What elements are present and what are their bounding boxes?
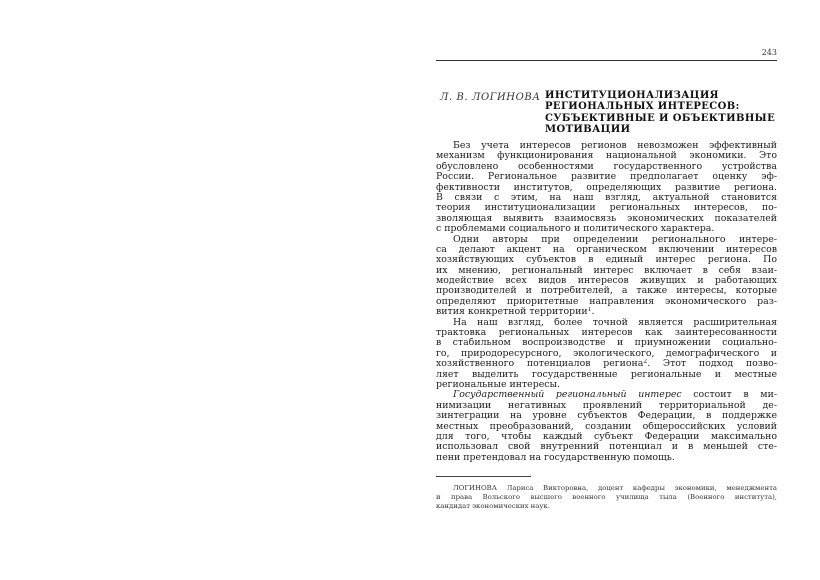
article-body xyxy=(436,141,777,463)
text-line: механизм функционирования национальной экономики. Это xyxy=(436,151,777,162)
footnote-ref[interactable]: 1 xyxy=(587,307,592,314)
text-line: производителей и потребителей, а также интересы, которые xyxy=(436,286,777,297)
footnote-rule xyxy=(436,476,531,477)
text-span: вития конкретной территории xyxy=(436,307,588,318)
text-line: Одни авторы при определении регионального интере- xyxy=(453,234,777,245)
text-line: са делают акцент на органическом включении интересов xyxy=(436,244,777,255)
text-line xyxy=(436,390,777,400)
article-title xyxy=(545,90,777,135)
text-line: фективности институтов, определяющих развитие региона. xyxy=(436,182,777,193)
footnote xyxy=(436,484,777,511)
title-line: СУБЪЕКТИВНЫЕ И ОБЪЕКТИВНЫЕ xyxy=(545,112,776,124)
article-author: Л. В. ЛОГИНОВА xyxy=(440,92,541,103)
footnote-line: и права Вольского высшего военного училища тыла (Военного института), xyxy=(436,493,777,501)
text-line: определяют приоритетные направления экономического раз- xyxy=(436,296,777,307)
text-line: России. Региональное развитие предполагает оценку эф- xyxy=(436,172,777,183)
text-line: обусловлено особенностями государственного устройства xyxy=(436,161,777,172)
text-span: хозяйственного потенциалов региона xyxy=(436,359,644,370)
footnote-line xyxy=(436,484,777,493)
text-line: пени претендовал на государственную помощь. xyxy=(436,452,675,463)
text-line: использовал свой внутренний потенциал и в меньшей сте- xyxy=(436,442,777,453)
text-line: зволяющая выявить взаимосвязь экономических показателей xyxy=(436,213,777,224)
text-line: ляет выделить государственные региональные и местные xyxy=(436,369,777,380)
text-line: хозяйствующих субъектов в единый интерес региона. По xyxy=(436,255,777,266)
title-line: РЕГИОНАЛЬНЫХ ИНТЕРЕСОВ: xyxy=(545,101,740,113)
text-line: В связи с этим, на наш взгляд, актуальной становится xyxy=(436,192,777,203)
text-line: Без учета интересов регионов невозможен эффективный xyxy=(453,141,777,151)
text-line: в стабильном воспроизводстве и приумножении социально- xyxy=(436,338,777,349)
text-line: местных преобразований, создании общероссийских условий xyxy=(436,421,777,432)
text-line: их мнению, региональный интерес включает в себя взаи- xyxy=(436,265,777,276)
footnote-author: ЛОГИНОВА xyxy=(453,484,497,492)
title-line: ИНСТИТУЦИОНАЛИЗАЦИЯ xyxy=(545,90,719,101)
text-span: состоит в ми- xyxy=(681,390,777,401)
text-line xyxy=(436,359,777,369)
text-line: с проблемами социального и политического характера. xyxy=(436,224,715,235)
text-line: модействие всех видов интересов живущих и работающих xyxy=(436,276,777,287)
footnote-ref[interactable]: 2 xyxy=(643,359,648,366)
title-line: МОТИВАЦИИ xyxy=(545,123,631,135)
text-line: вития конкретной территории$^1$. xyxy=(436,307,595,318)
text-span: . Этот подход позво- xyxy=(647,359,777,370)
text-line: региональные интересы. xyxy=(436,379,560,390)
page-number: 243 xyxy=(761,48,777,57)
text-line: нимизации негативных проявлений территориальной де- xyxy=(436,400,777,411)
emphasis-text: Государственный региональный интерес xyxy=(453,390,682,401)
text-line: теория институционализации региональных интересов, по- xyxy=(436,203,777,214)
text-line: На наш взгляд, более точной является расширительная xyxy=(453,317,777,328)
text-line: трактовка региональных интересов как заинтересованности xyxy=(436,328,777,339)
text-line: го, природоресурсного, экологического, демографического и xyxy=(436,348,777,359)
header-rule xyxy=(436,60,777,61)
text-line: зинтеграции на уровне субъектов Федерации, в поддержке xyxy=(436,411,777,422)
footnote-line: кандидат экономических наук. xyxy=(436,502,550,510)
text-line: для того, чтобы каждый субъект Федерации максимально xyxy=(436,431,777,442)
text-span: Лариса Викторовна, доцент кафедры экономики, менеджмента xyxy=(496,484,777,492)
